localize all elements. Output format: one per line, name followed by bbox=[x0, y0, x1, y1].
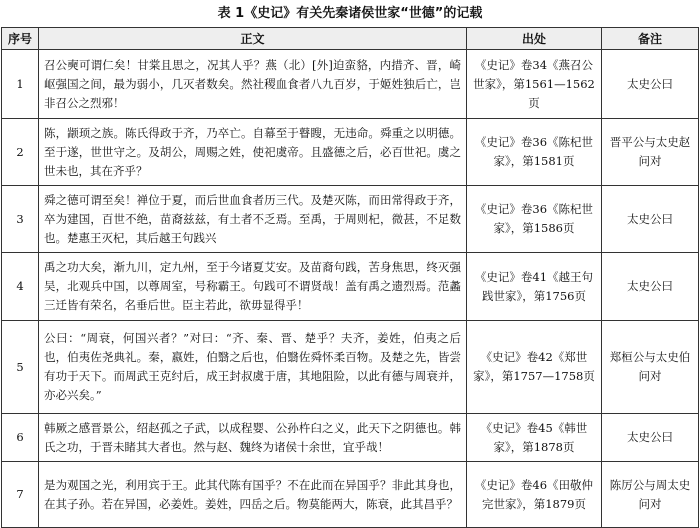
header-note: 备注 bbox=[602, 28, 699, 50]
row-number: 6 bbox=[2, 414, 39, 462]
header-no: 序号 bbox=[2, 28, 39, 50]
row-note: 郑桓公与太史伯问对 bbox=[602, 321, 699, 414]
row-text: 陈，颛顼之族。陈氏得政于齐，乃卒亡。自幕至于瞽瞍，无违命。舜重之以明德。至于遂，世世守之。及胡公，周赐之姓，使祀虞帝。且盛德之后，必百世祀。虞之世未也，其在齐乎？ bbox=[39, 119, 467, 186]
row-number: 3 bbox=[2, 186, 39, 253]
table-row bbox=[2, 119, 699, 186]
row-note: 晋平公与太史赵问对 bbox=[602, 119, 699, 186]
row-text: 禹之功大矣，渐九川，定九州，至于今诸夏艾安。及苗裔句践，苦身焦思，终灭强吴，北观兵中国，以尊周室，号称霸王。句践可不谓贤哉！盖有禹之遗烈焉。范蠡三迁皆有荣名，名垂后世。臣主若此，欲毋显得乎！ bbox=[39, 253, 467, 321]
row-note: 太史公曰 bbox=[602, 414, 699, 462]
row-number: 1 bbox=[2, 50, 39, 119]
records-table bbox=[1, 27, 699, 528]
row-text: 公曰：“周衰，何国兴者？”对曰：“齐、秦、晋、楚乎？夫齐，姜姓，伯夷之后也，伯夷佐尧典礼。秦，嬴姓，伯翳之后也，伯翳佐舜怀柔百物。及楚之先，皆尝有功于天下。而周武王克纣后，成王封叔虞于唐，其地阻险，以此有德与周衰并，亦必兴矣。” bbox=[39, 321, 467, 414]
row-number: 4 bbox=[2, 253, 39, 321]
row-source: 《史记》卷41《越王句践世家》，第1756页 bbox=[467, 253, 602, 321]
row-source: 《史记》卷36《陈杞世家》，第1586页 bbox=[467, 186, 602, 253]
row-source: 《史记》卷46《田敬仲完世家》，第1879页 bbox=[467, 462, 602, 528]
table-caption: 表 1《史记》有关先秦诸侯世家“世德”的记载 bbox=[217, 6, 483, 21]
row-note: 太史公曰 bbox=[602, 50, 699, 119]
row-number: 5 bbox=[2, 321, 39, 414]
table-row bbox=[2, 321, 699, 414]
table-row bbox=[2, 414, 699, 462]
table-row bbox=[2, 186, 699, 253]
row-number: 7 bbox=[2, 462, 39, 528]
header-source: 出处 bbox=[467, 28, 602, 50]
row-source: 《史记》卷42《郑世家》，第1757—1758页 bbox=[467, 321, 602, 414]
row-text: 是为观国之光，利用宾于王。此其代陈有国乎？不在此而在异国乎？非此其身也，在其子孙。若在异国，必姜姓。姜姓，四岳之后。物莫能两大，陈衰，此其昌乎？ bbox=[39, 462, 467, 528]
header-row bbox=[2, 28, 699, 50]
table-row bbox=[2, 462, 699, 528]
row-note: 陈厉公与周太史问对 bbox=[602, 462, 699, 528]
row-text: 召公奭可谓仁矣！甘棠且思之，况其人乎？燕（北）[外]迫蛮貉，内措齐、晋，崎岖强国之间，最为弱小，几灭者数矣。然社稷血食者八九百岁，于姬姓独后亡，岂非召公之烈邪！ bbox=[39, 50, 467, 119]
row-note: 太史公曰 bbox=[602, 253, 699, 321]
row-source: 《史记》卷34《燕召公世家》，第1561—1562页 bbox=[467, 50, 602, 119]
row-source: 《史记》卷45《韩世家》，第1878页 bbox=[467, 414, 602, 462]
header-text: 正文 bbox=[39, 28, 467, 50]
table-row bbox=[2, 50, 699, 119]
row-note: 太史公曰 bbox=[602, 186, 699, 253]
table-row bbox=[2, 253, 699, 321]
row-source: 《史记》卷36《陈杞世家》，第1581页 bbox=[467, 119, 602, 186]
row-text: 韩厥之感晋景公，绍赵孤之子武，以成程婴、公孙杵臼之义，此天下之阴德也。韩氏之功，于晋未睹其大者也。然与赵、魏终为诸侯十余世，宜乎哉！ bbox=[39, 414, 467, 462]
row-text: 舜之德可谓至矣！禅位于夏，而后世血食者历三代。及楚灭陈，而田常得政于齐，卒为建国，百世不绝，苗裔兹兹，有土者不乏焉。至禹，于周则杞，微甚，不足数也。楚惠王灭杞，其后越王句践兴 bbox=[39, 186, 467, 253]
row-number: 2 bbox=[2, 119, 39, 186]
